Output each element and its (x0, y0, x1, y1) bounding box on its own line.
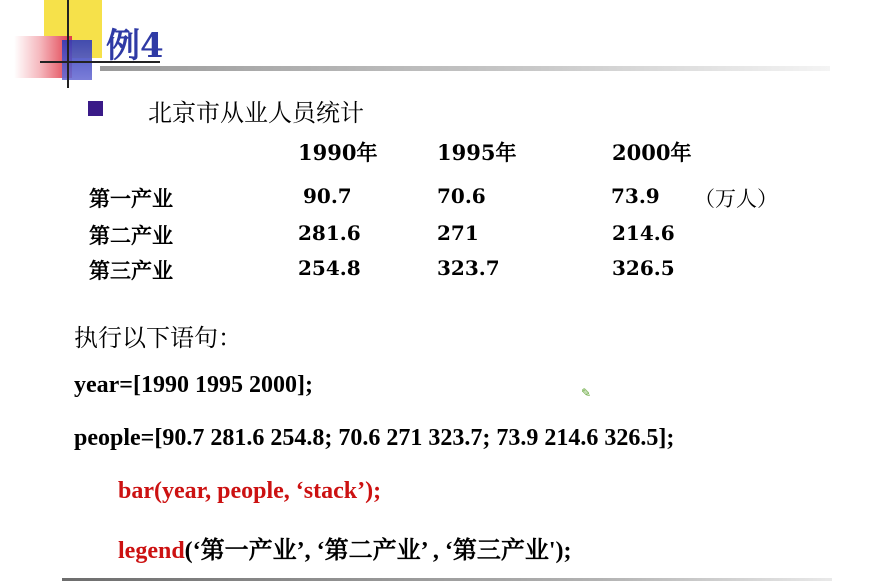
code-line-people: people=[90.7 281.6 254.8; 70.6 271 323.7; 73.9 214.6 326.5]; (74, 425, 675, 451)
table-heading: 北京市从业人员统计 (148, 99, 364, 127)
row-label: 第一产业 (89, 186, 173, 211)
legend-arguments: (‘第一产业’, ‘第二产业’ , ‘第三产业'); (184, 538, 572, 564)
logo-vertical-line (67, 0, 69, 88)
unit-label: （万人） (694, 187, 778, 211)
code-line-bar: bar(year, people, ‘stack’); (118, 478, 382, 504)
code-line-year: year=[1990 1995 2000]; (74, 372, 313, 398)
table-cell: 326.5 (612, 256, 675, 280)
table-cell: 73.9 (611, 184, 660, 208)
pen-cursor-icon: ✎ (581, 386, 592, 400)
column-header-2000: 2000年 (612, 140, 692, 165)
legend-function-name: legend (118, 538, 185, 564)
table-cell: 281.6 (298, 221, 361, 245)
slide-title: 例4 (106, 26, 164, 66)
column-header-1990: 1990年 (298, 140, 378, 165)
table-cell: 214.6 (612, 221, 675, 245)
column-header-1995: 1995年 (437, 140, 517, 165)
bottom-divider (62, 578, 832, 581)
square-bullet-icon (88, 101, 103, 116)
code-intro: 执行以下语句： (74, 324, 242, 352)
table-cell: 90.7 (303, 184, 352, 208)
row-label: 第二产业 (89, 223, 173, 248)
table-cell: 323.7 (437, 256, 500, 280)
table-cell: 254.8 (298, 256, 361, 280)
code-line-legend (118, 530, 572, 565)
row-label: 第三产业 (89, 258, 173, 283)
table-cell: 70.6 (437, 184, 486, 208)
table-cell: 271 (437, 221, 479, 245)
title-divider (100, 66, 830, 71)
